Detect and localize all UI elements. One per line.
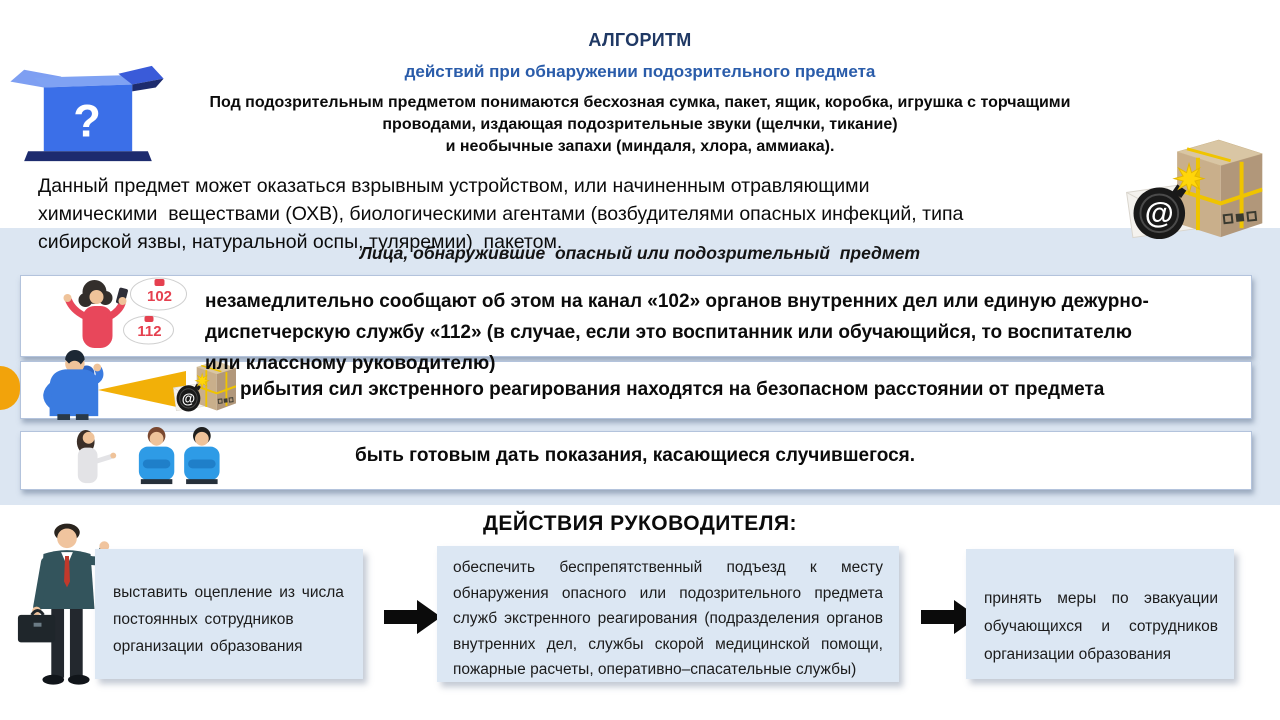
intro-paragraph [38,172,963,256]
row-report-line: или классному руководителю) [205,353,496,374]
step-access: обеспечить беспрепятственный подъезд к месту обнаружения опасного или подозрительного предмета служб экстренного реагирования (подразделения органов внутренних дел, службы скорой медицинской помощи, пожарные расчеты, оперативно–спасательные службы) [437,546,899,682]
row-report-line: незамедлительно сообщают об этом на канал «102» органов внутренних дел или единую дежурно- [205,291,1149,312]
footer-heading: ДЕЙСТВИЯ РУКОВОДИТЕЛЯ: [482,512,798,535]
question-mark-glyph: ? [73,95,101,147]
band-title: Лица, обнаружившие опасный или подозрительный предмет [359,243,921,263]
row-report-line: диспетчерскую службу «112» (в случае, если это воспитанник или обучающийся, то воспитателю [205,322,1132,343]
step-evacuation: принять меры по эвакуации обучающихся и сотрудников организации образования [966,549,1234,679]
definition-line: и необычные запахи (миндаля, хлора, аммиака). [445,138,835,155]
page-title: АЛГОРИТМ [588,30,692,50]
channel-102-label: 102 [146,288,173,305]
channel-112-label: 112 [137,323,162,340]
intro-line: сибирской язвы, натуральной оспы, туляремии) пакетом. [38,231,563,253]
definition-text [0,92,1280,158]
row-distance-text: рибытия сил экстренного реагирования находятся на безопасном расстоянии от предмета [240,379,1105,400]
intro-line: Данный предмет может оказаться взрывным устройством, или начиненным отравляющими [38,175,870,197]
right-arrow-icon [384,599,442,635]
step-cordon: выставить оцепление из числа постоянных сотрудников организации образования [95,549,363,679]
intro-line: химическими веществами (ОХВ), биологическими агентами (возбудителями опасных инфекций, типа [38,203,964,225]
definition-line: проводами, издающая подозрительные звуки (щелчки, тикание) [382,116,898,133]
definition-line: Под подозрительным предметом понимаются бесхозная сумка, пакет, ящик, коробка, игрушка с торчащими [209,94,1071,111]
row-report-text [205,286,1149,379]
row-testify-text: быть готовым дать показания, касающиеся случившегося. [354,445,916,466]
page-subtitle: действий при обнаружении подозрительного предмета [404,62,876,81]
